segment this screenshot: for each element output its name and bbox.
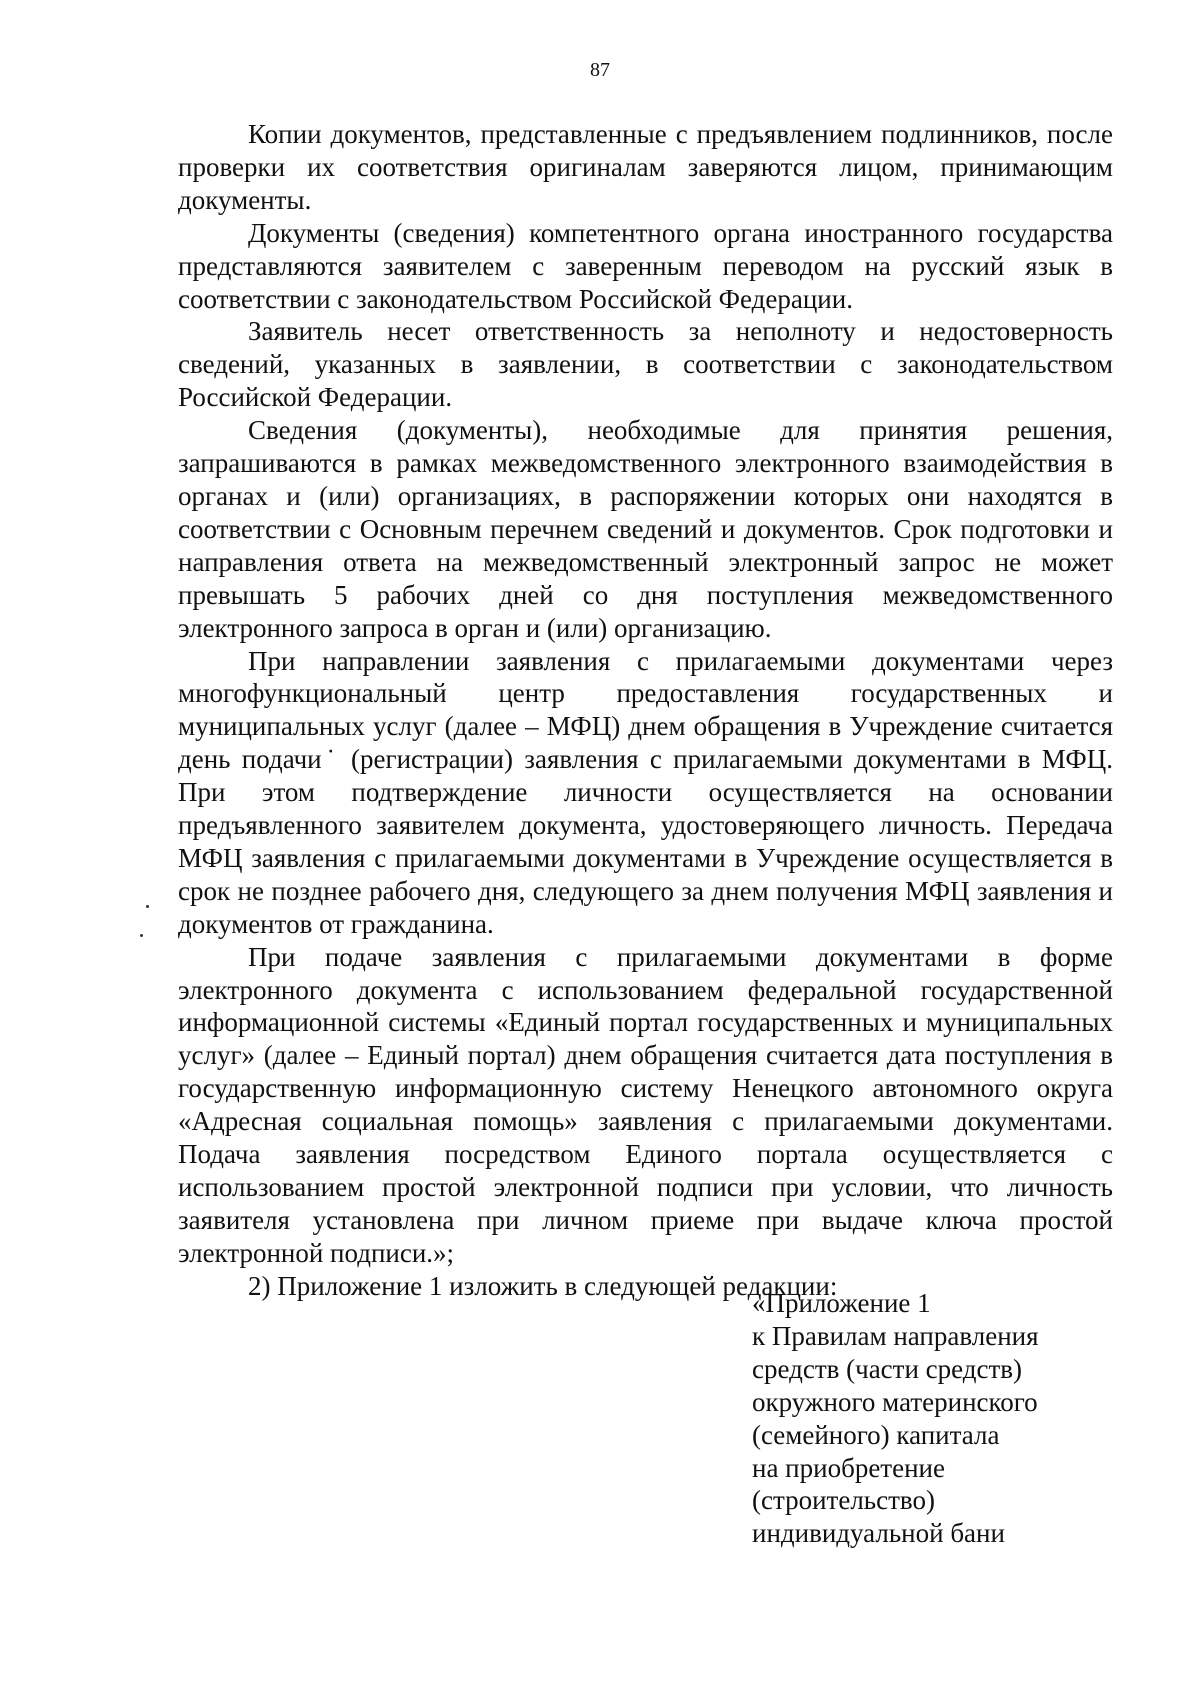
paragraph-foreign-documents: Документы (сведения) компетентного органа иностранного государства представляются заявителем с заверенным переводом на русский язык в соответствии с законодательством Российской Федерации. xyxy=(178,217,1113,314)
scan-speck xyxy=(146,905,149,908)
appendix-heading-line: средств (части средств) xyxy=(752,1353,1023,1384)
scan-speck xyxy=(140,934,143,937)
paragraph-mfc-submission: При направлении заявления с прилагаемыми документами через многофункциональный центр предоставления государственных и муниципальных услуг (далее – МФЦ) днем обращения в Учреждение считается день подачи˙ (регистрации) заявления с прилагаемыми документами в МФЦ. При этом подтверждение личности осуществляется на основании предъявленного заявителем документа, удостоверяющего личность. Передача МФЦ заявления с прилагаемыми документами в Учреждение осуществляется в срок не позднее рабочего дня, следующего за днем получения МФЦ заявления и документов от гражданина. xyxy=(178,645,1113,939)
appendix-heading-line: к Правилам направления xyxy=(752,1320,1039,1351)
appendix-heading xyxy=(752,1287,1152,1550)
paragraph-interagency-requests: Сведения (документы), необходимые для принятия решения, запрашиваются в рамках межведомственного электронного взаимодействия в органах и (или) организациях, в распоряжении которых они находятся в соответствии с Основным перечнем сведений и документов. Срок подготовки и направления ответа на межведомственный электронный запрос не может превышать 5 рабочих дней со дня поступления межведомственного электронного запроса в орган и (или) организацию. xyxy=(178,415,1113,643)
page-number: 87 xyxy=(590,59,610,81)
appendix-heading-line: на приобретение xyxy=(752,1452,945,1483)
appendix-heading-line: (семейного) капитала xyxy=(752,1419,1000,1450)
appendix-heading-line: индивидуальной бани xyxy=(752,1518,1005,1549)
appendix-heading-line: окружного материнского xyxy=(752,1386,1038,1417)
appendix-heading-line: (строительство) xyxy=(752,1485,935,1516)
paragraph-appendix-instruction: 2) Приложение 1 изложить в следующей редакции: xyxy=(248,1270,838,1301)
paragraph-portal-submission: При подаче заявления с прилагаемыми документами в форме электронного документа с использованием федеральной государственной информационной системы «Единый портал государственных и муниципальных услуг» (далее – Единый портал) днем обращения считается дата поступления в государственную информационную систему Ненецкого автономного округа «Адресная социальная помощь» заявления с прилагаемыми документами. Подача заявления посредством Единого портала осуществляется с использованием простой электронной подписи при условии, что личность заявителя установлена при личном приеме при выдаче ключа простой электронной подписи.»; xyxy=(178,941,1113,1268)
paragraph-copies-certification: Копии документов, представленные с предъявлением подлинников, после проверки их соответствия оригиналам заверяются лицом, принимающим документы. xyxy=(178,119,1113,215)
document-body xyxy=(178,118,1113,1303)
appendix-heading-line: «Приложение 1 xyxy=(752,1288,931,1318)
paragraph-applicant-responsibility: Заявитель несет ответственность за неполноту и недостоверность сведений, указанных в заявлении, в соответствии с законодательством Российской Федерации. xyxy=(178,316,1113,413)
